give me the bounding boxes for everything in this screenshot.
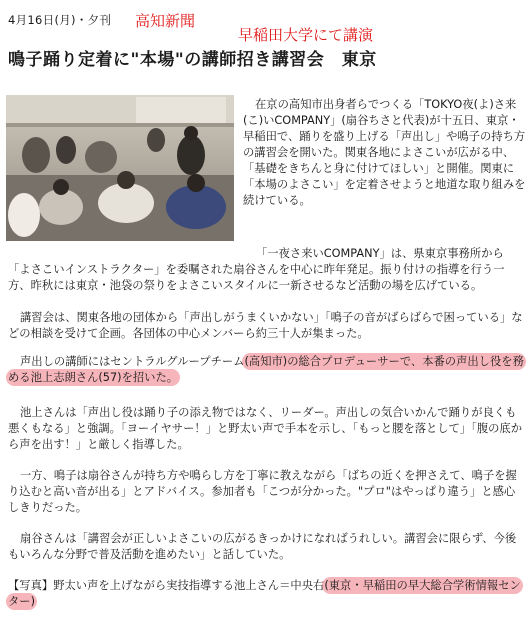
paragraph-7-text: 扇谷さんは「講習会が正しいよさこいの広がるきっかけになればうれしい。講習会に限らず、今後もいろんな分野で普及活動を進めたい」と話していた。 (8, 532, 517, 561)
photo-caption-text: 【写真】野太い声を上げながら実技指導する池上さん＝中央右 (8, 579, 325, 592)
paragraph-2-text: 「一夜さ来いCOMPANY」は、県東京事務所から「よさこいインストラクター」を委嘱された扇谷さんを中心に昨年発足。振り付けの指導を行う一方、昨秋には東京・池袋の祭りをよさこいスタイルに一新させるなど活動の場を広げている。 (8, 247, 505, 292)
photo-caption-highlight: (東京・早稲田の早大総合学術情報センター) (8, 579, 521, 608)
paragraph-5 (8, 405, 526, 453)
photo-caption (8, 578, 526, 610)
paragraph-4-highlight: (高知市)の総合プロデューサーで、本番の声出し役を務める池上志朗さん(57)を招いた。 (8, 355, 524, 384)
paragraph-5-text: 池上さんは「声出し役は踊り子の添え物ではなく、リーダー。声出しの気合いかんで踊りが良くも悪くもなる」と強調。「ヨーイヤサー！」と野太い声で手本を示し、「もっと腰を落として」「腹の底から声を出す！」と厳しく指導した。 (8, 406, 523, 451)
paragraph-4-block (8, 354, 526, 386)
paragraph-4 (8, 354, 526, 386)
paragraph-3 (8, 310, 526, 342)
paragraph-2-block (8, 246, 526, 294)
paragraph-5-block (8, 405, 526, 453)
article-photo (6, 95, 234, 241)
paragraph-2 (8, 246, 526, 294)
paragraph-3-text: 講習会は、関東各地の団体から「声出しがうまくいかない」「鳴子の音がばらばらで困っている」などの相談を受けて企画。各団体の中心メンバーら約三十人が集まった。 (8, 311, 523, 340)
photo-illustration (6, 95, 234, 241)
paragraph-6-text: 一方、鳴子は扇谷さんが持ち方や鳴らし方を丁寧に教えながら「ばちの近くを押さえて、鳴子を握り込むと高い音が出る」とアドバイス。参加者も「こつが分かった。"プロ"はやっぱり違う」と感心しきりだった。 (8, 469, 517, 514)
paragraph-7 (8, 531, 526, 563)
article-headline: 鳴子踊り定着に"本場"の講師招き講習会 東京 (8, 50, 377, 70)
paragraph-1-text: 在京の高知市出身者らでつくる「TOKYO夜(よ)さ来(こ)いCOMPANY」(扇谷ちさと代表)が十五日、東京・早稲田で、踊りを盛り上げる「声出し」や鳴子の持ち方の講習会を開いた。関東各地によさこいが広がる中、「基礎をきちんと身に付けてほしい」と開催。関東に「本場のよさこい」を定着させようと地道な取り組みを続けている。 (243, 98, 526, 207)
photo-caption-block (8, 578, 526, 610)
paragraph-4-text: 声出しの講師にはセントラルグループチーム (20, 355, 245, 368)
handwritten-note: 早稲田大学にて講演 (238, 26, 374, 44)
newspaper-name: 高知新聞 (135, 12, 196, 30)
paragraph-6-block (8, 468, 526, 516)
edition-date: 4月16日(月)・夕刊 (8, 13, 112, 27)
paragraph-7-block (8, 531, 526, 563)
paragraph-1 (243, 97, 527, 209)
paragraph-3-block (8, 310, 526, 342)
article-column-top (243, 97, 527, 209)
paragraph-6 (8, 468, 526, 516)
